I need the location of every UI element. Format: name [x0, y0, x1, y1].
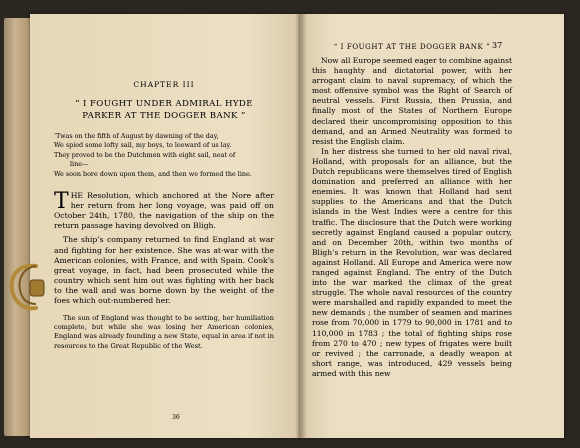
verse-line: They proved to be the Dutchmen with eight sail, neat of: [54, 150, 236, 159]
epigraph-verse: [54, 132, 274, 179]
paragraph: The ship’s company returned to find England at war and fighting for her existence. She was at·war with the American colonies, with France, and with Spain. Cook’s great voyage, in fact, had been prosecuted while the country which sent him out was fighting with her back to the wall and was borne down by the weight of the foes which out-numbered her.: [54, 235, 274, 305]
drop-cap: T: [54, 189, 69, 215]
page-number-right: 37: [492, 41, 503, 50]
left-page-text: [54, 80, 274, 351]
right-page-text: [312, 56, 512, 379]
paragraph: Now all Europe seemed eager to combine against this haughty and dictatorial power, with her arrogant claim to naval supremacy, of which the most offensive symbol was the Right of Search of neutral vessels. First Russia, then Prussia, and finally most of the States of Northern Europe declared their uncompromising opposition to this demand, and an Armed Neutrality was formed to resist the English claim.: [312, 56, 512, 146]
verse-line: line—: [70, 160, 89, 169]
metal-clip-icon: [6, 258, 46, 318]
running-head: “ I FOUGHT AT THE DOGGER BANK ”: [333, 43, 491, 51]
verse-line: We soon bore down upon them, and then we formed the line.: [54, 169, 252, 178]
paragraph: In her distress she turned to her old naval rival, Holland, with proposals for an alliance, but the Dutch republicans were themselves tired of English domination and preferred an alliance with her enemies. It was known that Holland had sent supplies to the Americans and that the Dutch islands in the West Indies were a centre for this traffic. The disclosure that the Dutch were working secretly against England caused a popular outcry, and on December 20th, within two months of Bligh’s return in the Revolution, war was declared against Holland. All Europe and America were now ranged against England. The entry of the Dutch into the war marked the climax of the great struggle. The whole naval resources of the country were marshalled and rapidly expanded to meet the new demands ; the number of seamen and marines rose from 70,000 in 1779 to 90,000 in 1781 and to 110,000 in 1783 ; the total of fighting ships rose from 270 to 470 ; new types of frigates were built or revived ; the carronade, a deadly weapon at short range, was introduced, 429 vessels being armed with this new: [312, 146, 512, 378]
chapter-title: “ I FOUGHT UNDER ADMIRAL HYDE PARKER AT THE DOGGER BANK ”: [75, 99, 253, 121]
paragraph: [54, 191, 274, 231]
verse-line: ’Twas on the fifth of August by dawning of the day,: [54, 132, 219, 140]
paragraph: The sun of England was thought to be setting, her humiliation complete, but while she was losing her American colonies, England was already founding a new State, equal in area if not in resources to the Great Republic of the West.: [54, 314, 274, 350]
chapter-number: CHAPTER III: [133, 80, 195, 89]
verse-line: We spied some lofty sail, my boys, to leeward of us lay.: [54, 141, 232, 150]
page-number-left: 36: [172, 414, 180, 421]
paragraph-text: HE Resolution, which anchored at the Nore after her return from her long voyage, was paid off on October 24th, 1780, the navigation of the ship on the return passage having devolved on Bligh.: [54, 191, 274, 231]
book-gutter: [295, 14, 307, 438]
